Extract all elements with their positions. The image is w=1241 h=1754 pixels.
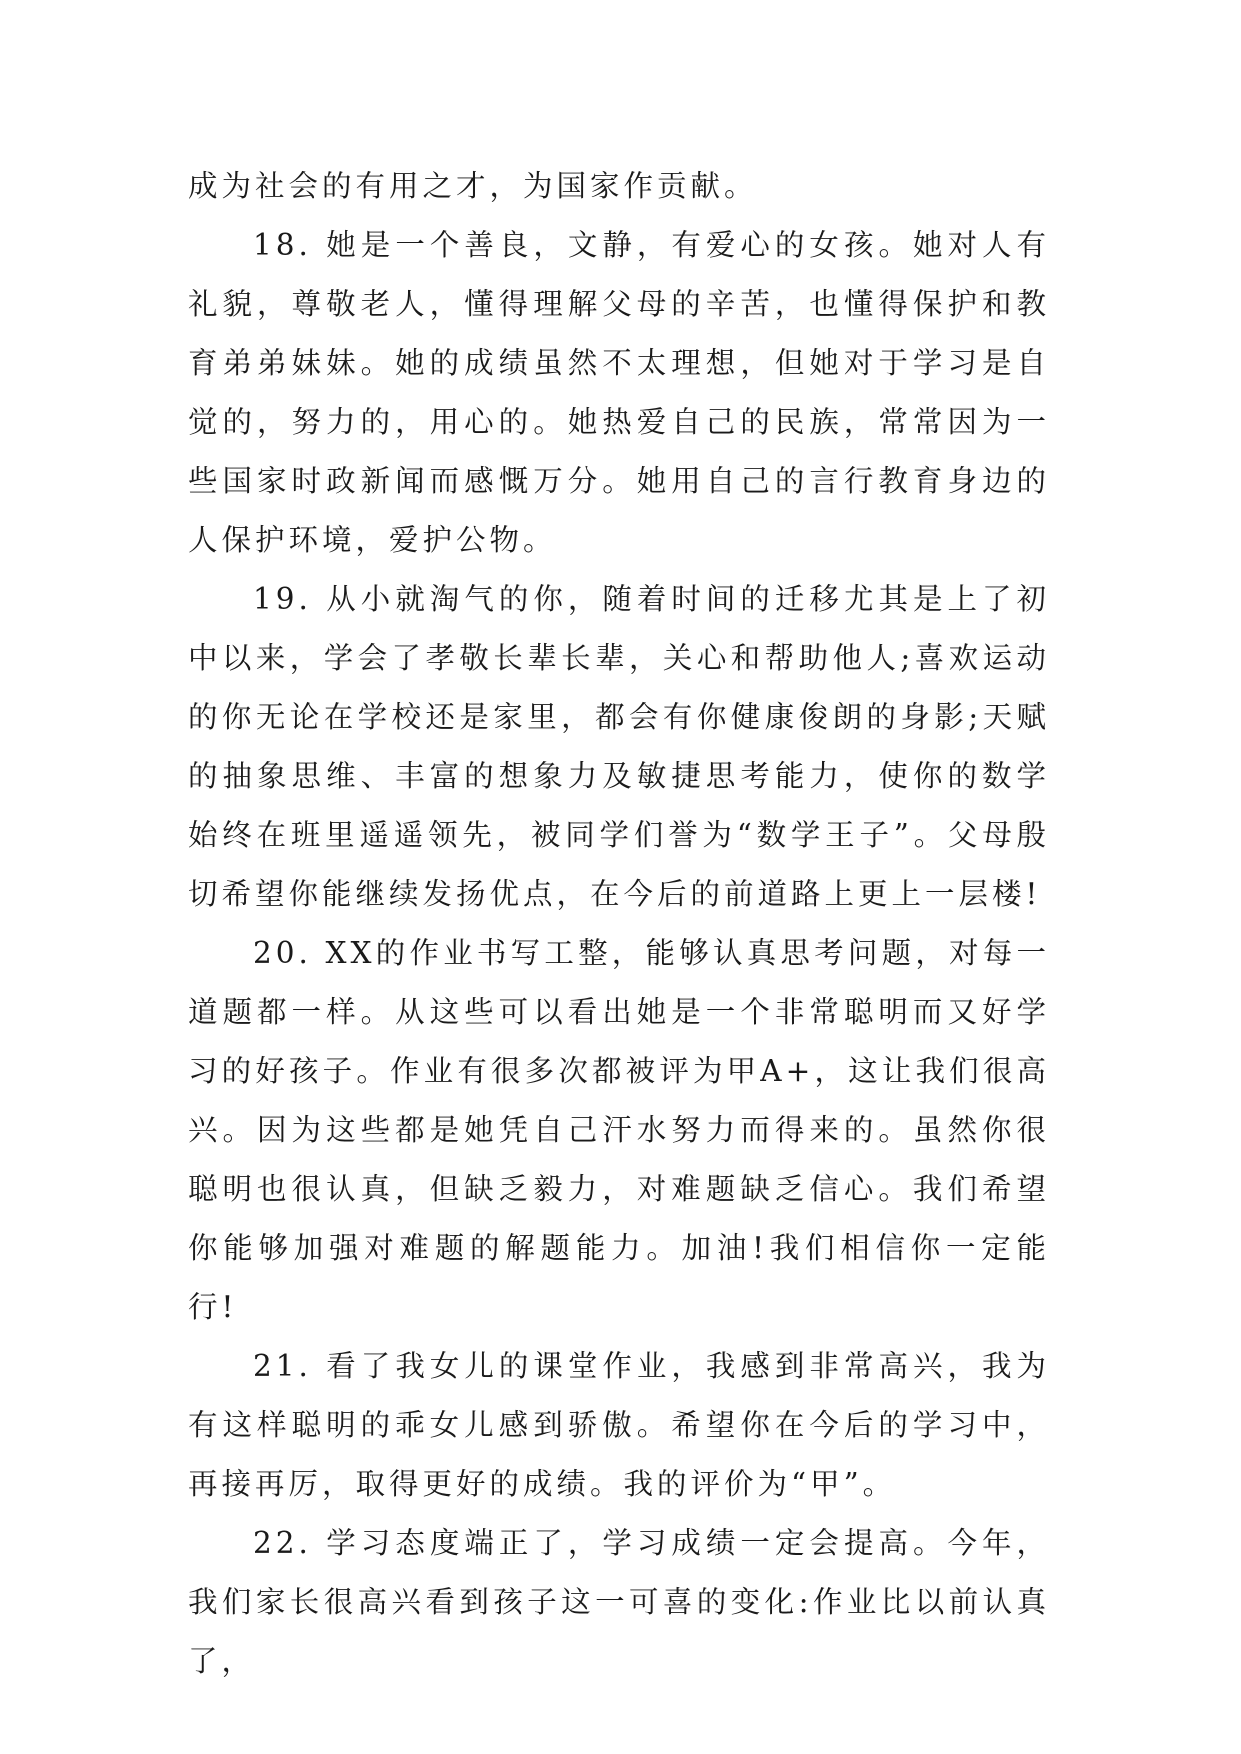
paragraph-21: 21. 看了我女儿的课堂作业，我感到非常高兴，我为有这样聪明的乖女儿感到骄傲。希望你在今后的学习中，再接再厉，取得更好的成绩。我的评价为“甲”。 [188, 1349, 1050, 1501]
paragraph-20: 20. XX的作业书写工整，能够认真思考问题，对每一道题都一样。从这些可以看出她是一个非常聪明而又好学习的好孩子。作业有很多次都被评为甲A+，这让我们很高兴。因为这些都是她凭自己汗水努力而得来的。虽然你很聪明也很认真，但缺乏毅力，对难题缺乏信心。我们希望你能够加强对难题的解题能力。加油!我们相信你一定能行! [188, 936, 1050, 1324]
paragraph-17-tail: 成为社会的有用之才，为国家作贡献。 [188, 169, 758, 203]
paragraph-18: 18. 她是一个善良，文静，有爱心的女孩。她对人有礼貌，尊敬老人，懂得理解父母的辛苦，也懂得保护和教育弟弟妹妹。她的成绩虽然不太理想，但她对于学习是自觉的，努力的，用心的。她热爱自己的民族，常常因为一些国家时政新闻而感慨万分。她用自己的言行教育身边的人保护环境，爱护公物。 [188, 228, 1050, 557]
document-body [188, 157, 1050, 1691]
paragraph-19: 19. 从小就淘气的你，随着时间的迁移尤其是上了初中以来，学会了孝敬长辈长辈，关心和帮助他人;喜欢运动的你无论在学校还是家里，都会有你健康俊朗的身影;天赋的抽象思维、丰富的想象力及敏捷思考能力，使你的数学始终在班里遥遥领先，被同学们誉为“数学王子”。父母殷切希望你能继续发扬优点，在今后的前道路上更上一层楼! [188, 582, 1050, 911]
paragraph-22: 22. 学习态度端正了，学习成绩一定会提高。今年，我们家长很高兴看到孩子这一可喜的变化:作业比以前认真了， [188, 1526, 1050, 1678]
